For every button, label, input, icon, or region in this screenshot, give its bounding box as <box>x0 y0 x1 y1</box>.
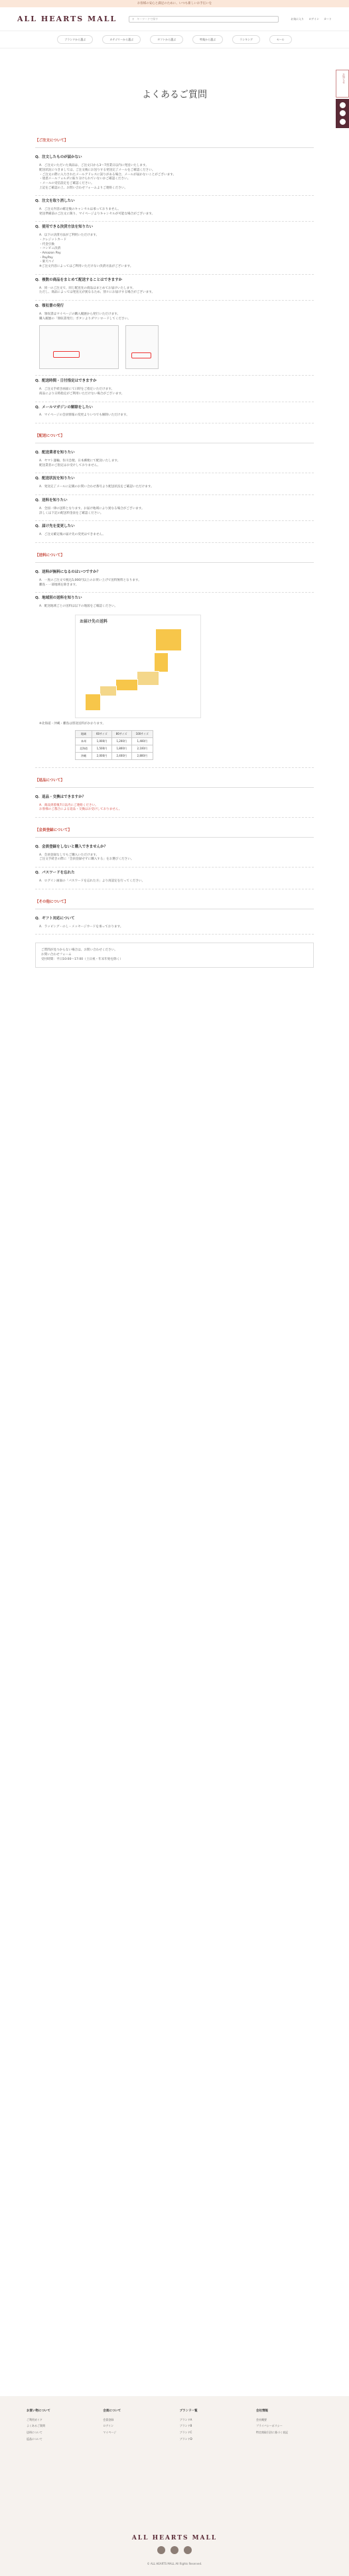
question: Q．領収書の発行 <box>35 303 64 308</box>
favorite-icon[interactable]: お気に入り <box>291 17 305 21</box>
site-logo[interactable]: ALL HEARTS MALL <box>17 14 117 23</box>
footer-link[interactable]: ログイン <box>103 2424 114 2428</box>
answer: A．以下の決済方法がご利用いただけます。 ・クレジットカード ・代金引換 ・コンビニ決済 ・Amazon Pay ・PayPay ・楽天ペイ ※ご注文内容によってはご利用いただけない決済方法がございます。 <box>39 234 133 269</box>
announcement-text: お客様の安心と満足のために、いつも新しいお手伝いを <box>137 2 212 5</box>
table-row <box>76 738 153 745</box>
footer-link[interactable]: ブランドD <box>179 2437 192 2441</box>
answer: A．マイページの会員情報の変更よりいつでも解除いただけます。 <box>39 414 129 417</box>
faq-item <box>35 868 314 889</box>
footer-link[interactable]: 会員登録 <box>103 2417 114 2421</box>
contact-box[interactable]: ご質問が見つからない場合は、お問い合わせください。 お問い合わせフォーム 受付時間：平日10:00〜17:00（土日祝・年末年始を除く） <box>35 943 314 968</box>
footer-link[interactable]: 送料について <box>27 2431 42 2435</box>
answer: A．同一のご注文で、同じ配送先の商品はまとめてお届けいたします。 ただし、商品によっては発送元が異なるため、別々にお届けする場合がございます。 <box>39 286 155 295</box>
question: Q．メールマガジンの解除をしたい <box>35 405 93 410</box>
faq-main <box>35 48 314 968</box>
footer-col-member <box>103 2409 169 2441</box>
footer-logo[interactable]: ALL HEARTS MALL <box>131 2535 218 2541</box>
faq-item <box>35 521 314 543</box>
table-cell: 北海道 <box>76 745 92 753</box>
section-title: 【会員登録について】 <box>35 824 314 838</box>
faq-item <box>35 402 314 424</box>
table-row <box>76 745 153 753</box>
announcement-bar <box>0 0 349 7</box>
section-title: 【返品について】 <box>35 775 314 788</box>
faq-section-member <box>35 824 314 889</box>
map-region-chubu <box>115 679 138 691</box>
answer: A．一度のご注文で税込5,000円以上のお買い上げで送料無料となります。 離島・一部地域を除きます。 <box>39 578 141 587</box>
footer-col-title: お買い物について <box>27 2409 50 2413</box>
answer: A．ご注文内容の確定後のキャンセルは承っておりません。 発送準備前のご注文に限り、マイページよりキャンセルが可能な場合がございます。 <box>39 208 155 216</box>
faq-item <box>35 196 314 222</box>
faq-item <box>35 593 314 767</box>
table-header: 地域 <box>76 731 92 738</box>
faq-item <box>35 447 314 473</box>
site-header <box>0 7 349 31</box>
side-cart-icon[interactable] <box>340 102 346 108</box>
faq-section-shipping <box>35 550 314 768</box>
cart-icon[interactable]: カート <box>324 17 332 21</box>
header-icons <box>291 17 332 21</box>
map-region-kansai <box>100 686 117 696</box>
faq-item <box>35 792 314 818</box>
table-header: 80サイズ <box>111 731 131 738</box>
footer-link[interactable]: ブランドC <box>179 2431 192 2435</box>
footer-col-shopping <box>27 2409 93 2441</box>
map-note: ※北海道・沖縄・離島は別途送料がかかります。 <box>39 721 105 725</box>
footer-col-company <box>256 2409 322 2441</box>
faq-section-other <box>35 896 314 935</box>
highlight-box <box>53 351 80 358</box>
answer: A．発送完了メールに記載のお問い合わせ番号より配送状況をご確認いただけます。 <box>39 485 154 489</box>
footer-link[interactable]: 特定商取引法に基づく表記 <box>255 2431 288 2435</box>
footer-link[interactable]: プライバシーポリシー <box>255 2424 283 2428</box>
table-header: 60サイズ <box>92 731 112 738</box>
map-region-kanto <box>137 671 159 686</box>
twitter-icon[interactable] <box>171 2546 178 2554</box>
global-nav <box>0 31 349 48</box>
side-icon-panel <box>336 99 349 128</box>
footer-col-brand <box>180 2409 246 2441</box>
section-title: 【その他について】 <box>35 896 314 909</box>
table-header: 100サイズ <box>131 731 153 738</box>
nav-item-category[interactable]: カテゴリーから選ぶ <box>102 35 141 44</box>
footer-link[interactable]: ブランドB <box>179 2424 192 2428</box>
table-cell: 本州 <box>76 738 92 745</box>
question: Q．配送時間・日付指定はできますか <box>35 379 97 384</box>
instagram-icon[interactable] <box>157 2546 165 2554</box>
question: Q．会員登録をしないと購入できませんか？ <box>35 844 108 849</box>
question: Q．配送状況を知りたい <box>35 477 75 481</box>
answer: A．ご注文いただいた商品は、ご注文日から3〜7営業日以内に発送いたします。 配送状況につきましては、ご注文後にお送りする発送完了メールをご確認ください。 ・ご注文の際に入力されたメールアドレスに誤りがある場合、メールが届かないことがございます。 ・迷惑メールフォルダに振り分けられていないかご確認ください。 ・メールの受信設定をご確認ください。 上記をご確認の上、お問い合わせフォームよりご連絡ください。 <box>39 164 176 190</box>
answer: A．商品到着後7日以内にご連絡ください。 お客様のご都合による返品・交換はお受けしておりません。 <box>39 803 122 812</box>
map-region-kyushu <box>85 694 101 711</box>
faq-section-return <box>35 775 314 818</box>
question: Q．注文を取り消したい <box>35 199 75 204</box>
answer: A．ご注文確定後の届け先の変更はできません。 <box>39 533 105 537</box>
table-cell: 1,500円 <box>92 745 112 753</box>
faq-item <box>35 495 314 521</box>
question: Q．送料が無料になるのはいつですか？ <box>35 569 101 574</box>
question: Q．返品・交換はできますか？ <box>35 795 86 799</box>
table-cell: 沖縄 <box>76 752 92 759</box>
side-floating-menu <box>336 70 349 128</box>
nav-item-ranking[interactable]: ランキング <box>232 35 260 44</box>
table-cell: 2,100円 <box>131 745 153 753</box>
table-cell: 1,400円 <box>131 738 153 745</box>
map-region-hokkaido <box>155 629 182 651</box>
search-icon: ⚲ <box>132 17 135 21</box>
table-row <box>76 752 153 759</box>
faq-item <box>35 567 314 593</box>
nav-item-gift[interactable]: ギフトから選ぶ <box>150 35 183 44</box>
footer-link[interactable]: ブランドA <box>179 2417 192 2421</box>
section-title: 【送料について】 <box>35 550 314 563</box>
facebook-icon[interactable] <box>184 2546 192 2554</box>
question: Q．使用できる決済方法を知りたい <box>35 225 94 230</box>
answer: A．ログイン画面の「パスワードを忘れた方」より再設定を行ってください。 <box>39 879 145 883</box>
table-header-row <box>76 731 153 738</box>
answer: A．全国一律の送料となります。お届け地域により異なる場合がございます。 詳しくは下記の配送料金表をご確認ください。 <box>39 506 145 515</box>
question: Q．パスワードを忘れた <box>35 871 75 875</box>
answer: A．領収書はマイページの購入履歴から発行いただけます。 購入履歴の「領収書発行」ボタンよりダウンロードしてください。 <box>39 312 131 321</box>
faq-item <box>35 913 314 935</box>
footer-col-title: 会員について <box>103 2409 121 2413</box>
footer-link[interactable]: よくあるご質問 <box>27 2424 45 2428</box>
footer-col-title: 会社情報 <box>255 2409 268 2413</box>
nav-item-brand[interactable]: ブランドから選ぶ <box>57 35 93 44</box>
nav-item-feature[interactable]: 特集から選ぶ <box>192 35 223 44</box>
section-title: 【配送について】 <box>35 430 314 443</box>
question: Q．届け先を変更したい <box>35 524 75 529</box>
table-cell: 1,800円 <box>111 745 131 753</box>
shipping-table <box>75 730 153 759</box>
receipt-screenshots <box>39 325 314 369</box>
answer: A．ヤマト運輸、佐川急便、日本郵便にて配送いたします。 配送業者のご指定はお受けしておりません。 <box>39 459 121 467</box>
side-tab-news[interactable]: お知らせ <box>336 70 349 98</box>
faq-item <box>35 152 314 196</box>
faq-item <box>35 842 314 868</box>
footer-columns <box>0 2396 349 2441</box>
question: Q．配送業者を知りたい <box>35 451 75 455</box>
faq-item <box>35 301 314 376</box>
shipping-map <box>75 615 201 718</box>
footer-copyright: © ALL HEARTS MALL All Rights Reserved. <box>147 2562 202 2565</box>
answer: A．ラッピング・のし・メッセージカードを承っております。 <box>39 925 123 929</box>
footer-link[interactable]: ご利用ガイド <box>27 2417 42 2421</box>
search-placeholder: キーワードで探す <box>137 17 159 21</box>
answer: A．ご注文手続き画面にて日時をご指定いただけます。 商品により日時指定がご利用いただけない場合がございます。 <box>39 388 125 396</box>
table-cell: 1,200円 <box>111 738 131 745</box>
footer-link[interactable]: 会社概要 <box>255 2417 267 2421</box>
page-title: よくあるご質問 <box>142 90 207 100</box>
question: Q．送料を知りたい <box>35 498 68 503</box>
faq-item <box>35 275 314 301</box>
faq-section-delivery <box>35 430 314 543</box>
faq-item <box>35 473 314 495</box>
site-footer <box>0 2396 349 2576</box>
footer-link[interactable]: マイページ <box>103 2431 117 2435</box>
side-user-icon[interactable] <box>340 119 346 125</box>
question: Q．地域別の送料を知りたい <box>35 596 82 601</box>
footer-link[interactable]: 返品について <box>27 2437 42 2441</box>
table-cell: 1,000円 <box>92 738 112 745</box>
search-input[interactable] <box>129 16 279 23</box>
answer: A．会員登録なしでもご購入いただけます。 ご注文手続きの際に「会員登録せずに購入する」をお選びください。 <box>39 853 134 862</box>
footer-sns <box>0 2546 349 2554</box>
highlight-box <box>131 352 151 358</box>
answer: A．配送地域ごとの送料は以下の地図をご確認ください。 <box>39 605 117 609</box>
map-title: お届け先の送料 <box>80 619 108 624</box>
screenshot-pc <box>39 325 119 369</box>
footer-col-title: ブランド一覧 <box>179 2409 198 2413</box>
faq-section-order <box>35 135 314 423</box>
question: Q．注文したものが届かない <box>35 155 82 160</box>
side-heart-icon[interactable] <box>340 110 346 116</box>
table-cell: 2,800円 <box>131 752 153 759</box>
login-icon[interactable]: ログイン <box>309 17 319 21</box>
faq-item <box>35 222 314 274</box>
faq-item <box>35 376 314 402</box>
map-region-tohoku <box>154 652 169 672</box>
question: Q．複数の商品をまとめて配送することはできますか <box>35 277 123 282</box>
section-title: 【ご注文について】 <box>35 135 314 148</box>
screenshot-sp <box>125 325 159 369</box>
question: Q．ギフト対応について <box>35 916 75 921</box>
table-cell: 2,400円 <box>111 752 131 759</box>
table-cell: 2,000円 <box>92 752 112 759</box>
nav-item-sale[interactable]: セール <box>269 35 292 44</box>
